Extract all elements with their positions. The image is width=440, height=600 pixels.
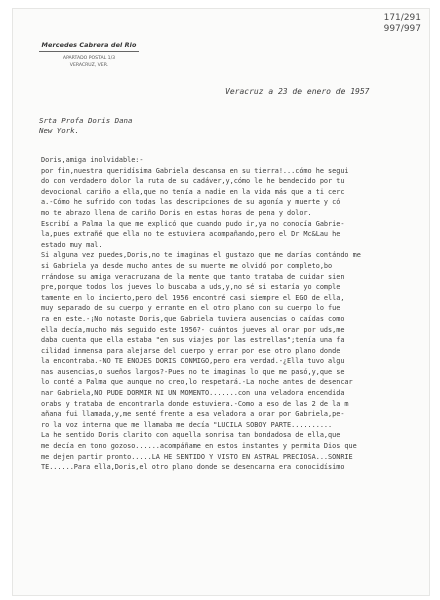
letter-body-line: estado muy mal.: [41, 240, 103, 249]
letter-body: [41, 155, 429, 473]
letter-body-line: Doris,amiga inolvidable:-: [41, 156, 144, 164]
letterhead-address-line2: VERACRUZ, VER.: [69, 63, 109, 68]
letter-body-line: ro la voz interna que me llamaba me decía "LUCILA SOBOY PARTE..........: [41, 420, 333, 429]
letter-body-line: a.-Cómo he sufrido con todas las descripciones de su agonía y muerte y có: [41, 198, 341, 207]
letter-body-line: muy separado de su cuerpo y errante en el otro plano con su cuerpo lo fue: [41, 304, 341, 313]
letterhead-rule: [39, 51, 139, 52]
letter-date: Veracruz a 23 de enero de 1957: [225, 87, 370, 96]
recipient-city: New York.: [39, 126, 80, 135]
recipient-block: [39, 116, 132, 136]
letter-body-line: por fin,nuestra queridísima Gabriela descansa en su tierra!...cómo he segui: [41, 166, 349, 175]
letter-body-line: ra en este.-¡No notaste Doris,que Gabriela tuviera ausencias o caídas como: [41, 314, 345, 323]
letter-body-line: Si alguna vez puedes,Doris,no te imaginas el gustazo que me darías contándo me: [41, 251, 361, 260]
recipient-name: Srta Profa Doris Dana: [39, 116, 133, 125]
letter-body-line: ella decía,mucho más seguido este 1956?- cuántos jueves al orar por uds,me: [41, 325, 345, 334]
letter-body-line: me decía en tono gozoso......acompáñame en estos instantes y permita Dios que: [41, 442, 357, 451]
letter-body-line: me dejen partir pronto.....LA HE SENTIDO Y VISTO EN ASTRAL PRECIOSA...SONRIE: [41, 452, 353, 461]
letter-body-line: añana fui llamada,y,me senté frente a esa veladora a orar por Gabriela,pe-: [41, 410, 345, 419]
letter-body-line: nar Gabriela,NO PUDE DORMIR NI UN MOMENTO.......con una veladora encendida: [41, 389, 345, 398]
letterhead-name: Mercedes Cabrera del Rio: [41, 41, 137, 49]
letterhead: [39, 41, 139, 69]
letter-body-line: do con verdadero dolor la ruta de su cadáver,y,cómo le he bendecido por tu: [41, 177, 345, 186]
letter-body-line: la,pues extrañé que ella no te estuviera acompañando,pero el Dr Mc&Lau he: [41, 230, 341, 239]
letter-body-line: devocional cariño a ella,que no tenía a nadie en la vida más que a ti cerc: [41, 187, 345, 196]
letter-body-line: Escribí a Palma la que me explicó que cuando pudo ir,ya no conocía Gabrie-: [41, 219, 345, 228]
letterhead-address-line1: APARTADO POSTAL 1/3: [62, 56, 116, 61]
letter-body-line: si Gabriela ya desde mucho antes de su muerte me olvidó por completo,bo: [41, 261, 333, 270]
letter-body-line: la encontraba.-NO TE ENOJES DORIS CONMIGO,pero era verdad.-¿Ella tuvo algu: [41, 357, 345, 366]
letter-page: [12, 8, 430, 596]
letter-body-line: lo conté a Palma que aunque no creo,lo respetará.-La noche antes de desencar: [41, 378, 353, 387]
letter-body-line: La he sentido Doris clarito con aquella sonrisa tan bondadosa de ella,que: [41, 431, 341, 440]
letter-body-line: TE......Para ella,Doris,el otro plano donde se desencarna era conocidísimo: [41, 463, 345, 472]
archive-catalog-numbers: [384, 13, 421, 35]
letter-body-line: rrándose su amiga veracruzana de la mente que tanto trataba de cuidar sien: [41, 272, 345, 281]
letter-body-line: pre,porque todos los jueves lo buscaba a uds,y,no sé si estaría yo comple: [41, 283, 341, 292]
letter-body-line: mo te abrazo llena de cariño Doris en estas horas de pena y dolor.: [41, 208, 312, 217]
letter-body-line: orabs y trataba de encontrarla donde estuviera.-Como a eso de las 2 de la m: [41, 399, 349, 408]
letter-body-line: tamente en lo incierto,pero del 1956 encontré casi siempre el EGO de ella,: [41, 293, 345, 302]
letter-body-line: cilidad inmensa para alejarse del cuerpo y errar por ese otro plano donde: [41, 346, 341, 355]
archive-number-bottom: 997/997: [383, 24, 421, 34]
letter-body-line: nas ausencias,o sueños largos?-Pues no te imaginas lo que me pasó,y,que se: [41, 367, 345, 376]
archive-number-top: 171/291: [383, 13, 421, 23]
letter-body-line: daba cuenta que ella estaba "en sus viajes por las estrellas";tenía una fa: [41, 336, 345, 345]
